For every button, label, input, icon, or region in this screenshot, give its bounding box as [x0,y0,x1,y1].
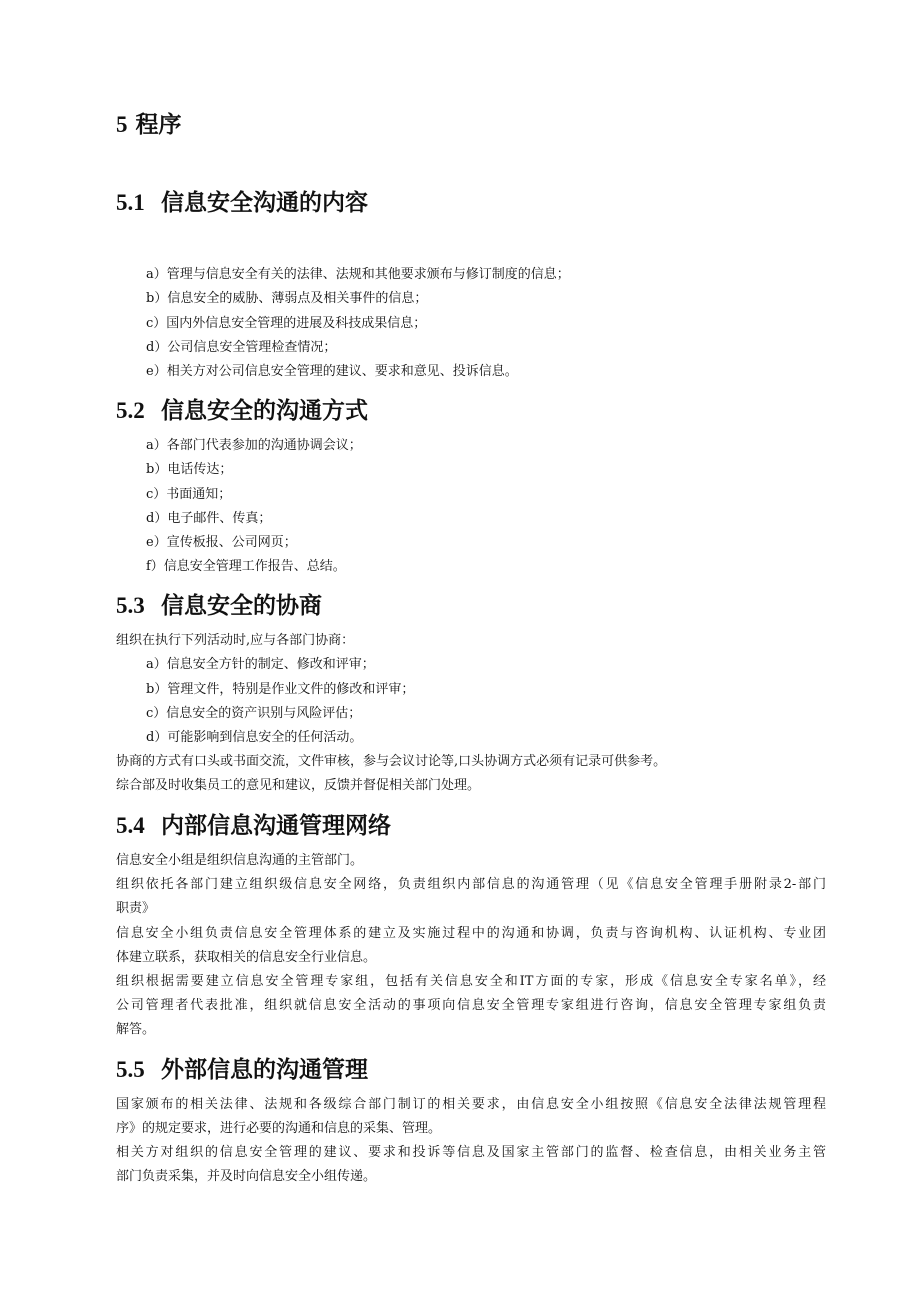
section-number: 5.4 [116,813,145,838]
paragraph-line: 组织依托各部门建立组织级信息安全网络，负责组织内部信息的沟通管理（见《信息安全管理手册附录2-部门 [116,877,826,892]
section-5-3-heading [116,589,322,623]
paragraph-line: 公司管理者代表批准，组织就信息安全活动的事项向信息安全管理专家组进行咨询，信息安全管理专家组负责 [116,998,826,1013]
list-item: b）信息安全的威胁、薄弱点及相关事件的信息； [146,291,428,306]
intro-text: 组织在执行下列活动时,应与各部门协商： [116,633,355,648]
list-item: c）国内外信息安全管理的进展及科技成果信息； [146,316,427,331]
paragraph: 综合部及时收集员工的意见和建议，反馈并督促相关部门处理。 [116,778,481,793]
section-title: 信息安全沟通的内容 [161,189,368,216]
paragraph-line: 部门负责采集，并及时向信息安全小组传递。 [116,1169,377,1184]
paragraph-line: 解答。 [116,1022,156,1037]
list-item: d）公司信息安全管理检查情况； [146,340,337,355]
list-item: a）各部门代表参加的沟通协调会议； [146,438,362,453]
section-number: 5.3 [116,593,145,618]
section-number: 5 [116,112,128,137]
section-title: 内部信息沟通管理网络 [161,812,391,839]
list-item: c）书面通知； [146,487,232,502]
paragraph-line: 职责》 [116,901,156,916]
section-title: 外部信息的沟通管理 [161,1056,368,1083]
section-number: 5.5 [116,1057,145,1082]
paragraph-line: 序》的规定要求，进行必要的沟通和信息的采集、管理。 [116,1121,442,1136]
section-title: 信息安全的协商 [161,592,322,619]
section-number: 5.2 [116,398,145,423]
paragraph-line: 相关方对组织的信息安全管理的建议、要求和投诉等信息及国家主管部门的监督、检查信息，由相关业务主管 [116,1145,826,1160]
list-item: d）电子邮件、传真； [146,511,272,526]
list-item: d）可能影响到信息安全的任何活动。 [146,730,363,745]
section-5-1-heading [116,186,368,220]
section-title: 程序 [135,111,182,138]
section-5-2-heading [116,394,368,428]
section-5-5-heading [116,1053,368,1087]
section-number: 5.1 [116,190,145,215]
paragraph: 信息安全小组是组织信息沟通的主管部门。 [116,853,364,868]
section-5-4-heading [116,809,391,843]
paragraph: 协商的方式有口头或书面交流，文件审核，参与会议讨论等,口头协调方式必须有记录可供参考。 [116,754,667,769]
section-5-heading [116,108,182,142]
list-item: a）管理与信息安全有关的法律、法规和其他要求颁布与修订制度的信息； [146,267,570,282]
list-item: c）信息安全的资产识别与风险评估； [146,706,362,721]
list-item: e）宣传板报、公司网页； [146,535,297,550]
list-item: b）电话传达； [146,462,233,477]
list-item: e）相关方对公司信息安全管理的建议、要求和意见、投诉信息。 [146,364,518,379]
paragraph-line: 信息安全小组负责信息安全管理体系的建立及实施过程中的沟通和协调，负责与咨询机构、认证机构、专业团 [116,926,826,941]
section-title: 信息安全的沟通方式 [161,397,368,424]
list-item: b）管理文件，特别是作业文件的修改和评审； [146,682,415,697]
paragraph-line: 组织根据需要建立信息安全管理专家组，包括有关信息安全和IT方面的专家，形成《信息安全专家名单》，经 [116,974,826,989]
paragraph-line: 体建立联系，获取相关的信息安全行业信息。 [116,950,377,965]
list-item: a）信息安全方针的制定、修改和评审； [146,657,375,672]
paragraph-line: 国家颁布的相关法律、法规和各级综合部门制订的相关要求，由信息安全小组按照《信息安全法律法规管理程 [116,1097,826,1112]
list-item: f）信息安全管理工作报告、总结。 [146,559,346,574]
